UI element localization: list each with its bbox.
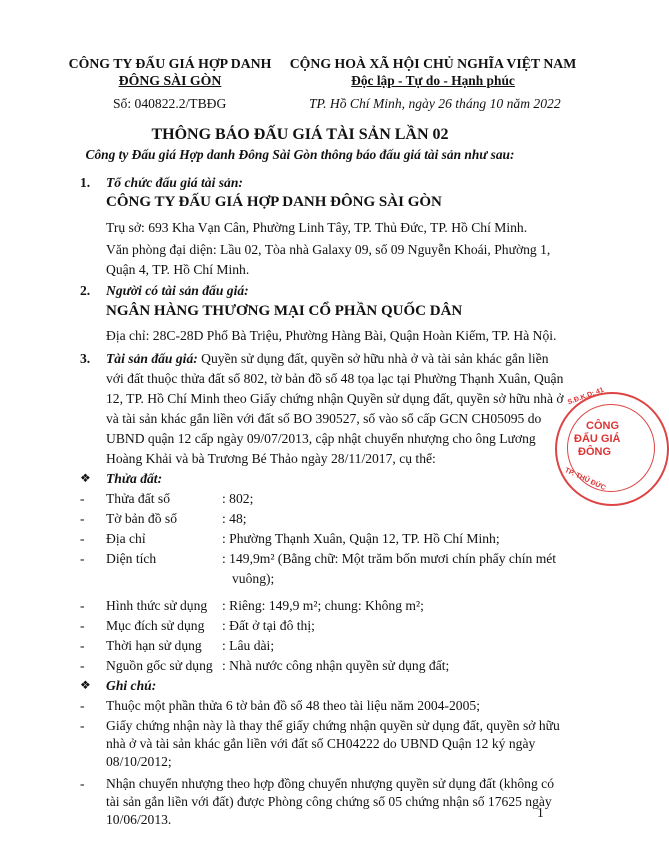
company-name: CÔNG TY ĐẤU GIÁ HỢP DANH <box>68 56 272 71</box>
stamp-top-text: S.Đ.K.D: 41 <box>566 386 605 407</box>
auction-org-name: CÔNG TY ĐẤU GIÁ HỢP DANH ĐÔNG SÀI GÒN <box>106 194 442 210</box>
land-row-value-cont: vuông); <box>232 571 275 586</box>
note-dash: - <box>80 776 85 791</box>
auction-org-office-cont: Quận 4, TP. Hồ Chí Minh. <box>106 262 250 277</box>
land-row-dash: - <box>80 658 85 673</box>
document-title: THÔNG BÁO ĐẤU GIÁ TÀI SẢN LẦN 02 <box>151 126 449 143</box>
note-2-line1: Giấy chứng nhận này là thay thế giấy chứng nhận quyền sử dụng đất, quyền sở hữu <box>106 718 560 733</box>
asset-desc-line3: 12, TP. Hồ Chí Minh theo Giấy chứng nhận Quyền sử dụng đất, quyền sở hữu nhà ở <box>106 391 564 406</box>
land-row-label: Diện tích <box>106 551 157 566</box>
land-row-value: : 802; <box>222 491 254 506</box>
land-row-label: Nguồn gốc sử dụng <box>106 658 213 673</box>
land-bullet-icon: ❖ <box>80 471 91 485</box>
land-row-value: : 48; <box>222 511 247 526</box>
section-1-heading: Tổ chức đấu giá tài sản: <box>106 175 243 190</box>
company-seal-stamp <box>555 386 669 506</box>
land-row-value: : Riêng: 149,9 m²; chung: Không m²; <box>222 598 424 613</box>
document-date: TP. Hồ Chí Minh, ngày 26 tháng 10 năm 2022 <box>309 96 561 111</box>
section-2-heading: Người có tài sản đấu giá: <box>106 283 249 298</box>
land-row-dash: - <box>80 491 85 506</box>
auction-org-hq: Trụ sở: 693 Kha Vạn Cân, Phường Linh Tây, TP. Thủ Đức, TP. Hồ Chí Minh. <box>106 220 528 235</box>
note-1: Thuộc một phần thửa 6 tờ bản đồ số 48 theo tài liệu năm 2004-2005; <box>106 698 480 713</box>
asset-desc-line4: và tài sản khác gắn liền với đất số BO 390527, số vào sổ cấp GCN CH05095 do <box>106 411 542 426</box>
land-row-dash: - <box>80 531 85 546</box>
page-number: 1 <box>537 805 544 820</box>
note-2-line3: 08/10/2012; <box>106 754 172 769</box>
note-dash: - <box>80 718 85 733</box>
asset-desc-line6: Hoàng Khải và bà Trương Bé Thảo ngày 28/11/2017, cụ thể: <box>106 451 436 466</box>
stamp-line2: ĐẤU GIÁ <box>574 433 621 445</box>
stamp-line1: CÔNG <box>586 420 619 432</box>
note-dash: - <box>80 698 85 713</box>
land-row-dash: - <box>80 598 85 613</box>
stamp-bottom-text: TP. THỦ ĐỨC <box>563 466 607 493</box>
auction-org-office: Văn phòng đại diện: Lầu 02, Tòa nhà Galaxy 09, số 09 Nguyễn Khoái, Phường 1, <box>106 242 551 257</box>
land-row-label: Thời hạn sử dụng <box>106 638 202 653</box>
section-3-heading: Tài sản đấu giá: <box>106 351 198 366</box>
asset-desc-line5: UBND quận 12 cấp ngày 09/07/2013, cập nhật chuyển nhượng cho ông Lương <box>106 431 536 446</box>
stamp-line3: ĐÔNG <box>578 446 611 458</box>
national-motto: Độc lập - Tự do - Hạnh phúc <box>351 73 515 88</box>
document-number: Số: 040822.2/TBĐG <box>113 96 227 111</box>
asset-desc-line1: Quyền sử dụng đất, quyền sở hữu nhà ở và tài sản khác gắn liền <box>197 351 549 366</box>
land-row-value: : Lâu dài; <box>222 638 275 653</box>
land-row-value: : Đất ở tại đô thị; <box>222 618 315 633</box>
document-subtitle: Công ty Đấu giá Hợp danh Đông Sài Gòn thông báo đấu giá tài sản như sau: <box>85 147 515 162</box>
notes-bullet-icon: ❖ <box>80 678 91 692</box>
section-3-number: 3. <box>80 351 91 366</box>
national-title: CỘNG HOÀ XÃ HỘI CHỦ NGHĨA VIỆT NAM <box>289 56 577 71</box>
land-row-dash: - <box>80 618 85 633</box>
note-2-line2: nhà ở và tài sản khác gắn liền với đất số CH04222 do UBND Quận 12 ký ngày <box>106 736 536 751</box>
asset-owner-address: Địa chỉ: 28C-28D Phố Bà Triệu, Phường Hàng Bài, Quận Hoàn Kiếm, TP. Hà Nội. <box>106 328 557 343</box>
note-3-line3: 10/06/2013. <box>106 812 172 827</box>
land-heading: Thửa đất: <box>106 471 163 486</box>
section-2-number: 2. <box>80 283 91 298</box>
land-row-value: : Phường Thạnh Xuân, Quận 12, TP. Hồ Chí Minh; <box>222 531 500 546</box>
asset-owner-name: NGÂN HÀNG THƯƠNG MẠI CỔ PHẦN QUỐC DÂN <box>106 303 463 319</box>
land-row-label: Hình thức sử dụng <box>106 598 208 613</box>
company-name-line2: ĐÔNG SÀI GÒN <box>118 73 222 88</box>
note-3-line2: tài sản gắn liền với đất) được Phòng công chứng số 05 chứng nhận số 17625 ngày <box>106 794 552 809</box>
notes-heading: Ghi chú: <box>106 678 157 693</box>
land-row-label: Mục đích sử dụng <box>106 618 205 633</box>
land-row-label: Tờ bản đồ số <box>106 511 177 526</box>
land-row-label: Thửa đất số <box>106 491 170 506</box>
land-row-dash: - <box>80 638 85 653</box>
section-1-number: 1. <box>80 175 91 190</box>
land-row-label: Địa chỉ <box>106 531 146 546</box>
asset-desc-line2: với đất thuộc thửa đất số 802, tờ bản đồ số 48 tọa lạc tại Phường Thạnh Xuân, Quận <box>106 371 564 386</box>
land-row-value: : Nhà nước công nhận quyền sử dụng đất; <box>222 658 450 673</box>
note-3-line1: Nhận chuyển nhượng theo hợp đồng chuyển nhượng quyền sử dụng đất (không có <box>106 776 555 791</box>
land-row-dash: - <box>80 551 85 566</box>
land-row-dash: - <box>80 511 85 526</box>
land-row-value: : 149,9m² (Bằng chữ: Một trăm bốn mươi chín phẩy chín mét <box>222 551 557 566</box>
